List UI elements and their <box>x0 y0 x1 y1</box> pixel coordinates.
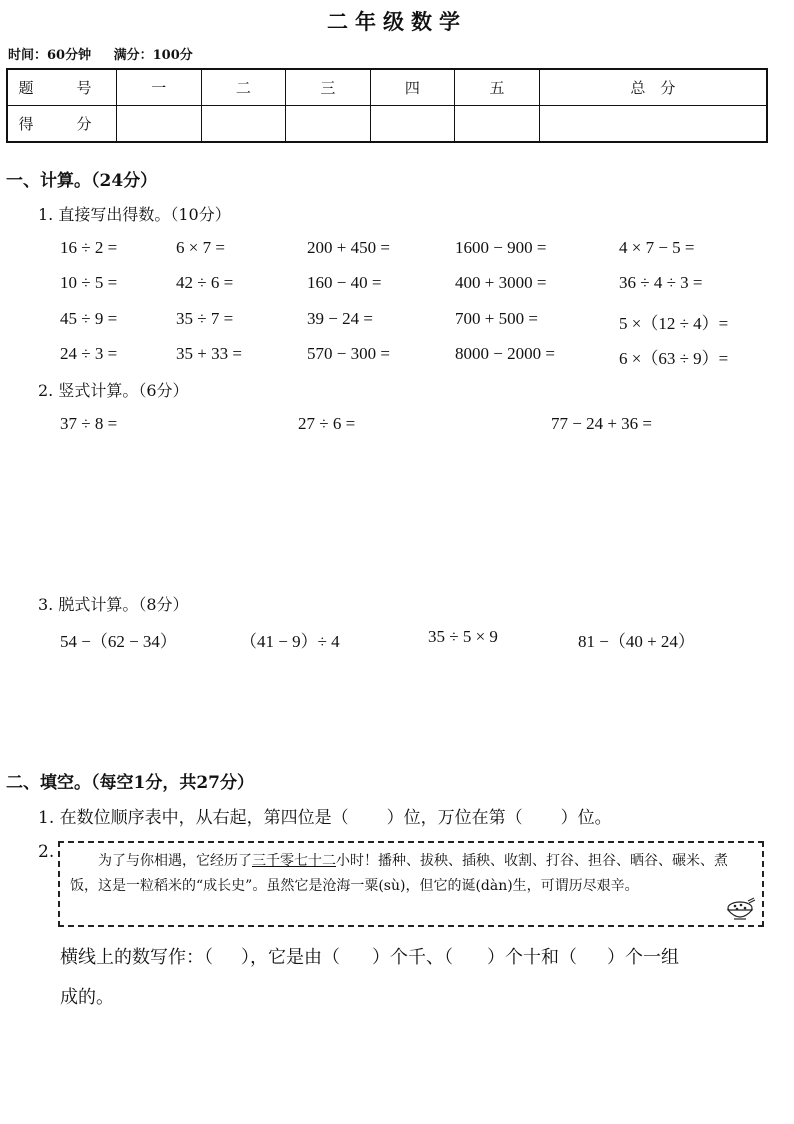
question-2-2-number: 2. <box>38 842 55 862</box>
fill-text-c: ）个千、（ <box>372 947 453 968</box>
score-cell: 四 <box>370 69 455 106</box>
fill-text-e: ）个一组 <box>607 947 679 968</box>
score-input-cell[interactable] <box>455 106 540 143</box>
oral-problem: 45 ÷ 9 = <box>60 309 118 328</box>
question-2-1-text-a: 1. 在数位顺序表中，从右起，第四位是（ <box>38 808 349 828</box>
oral-problem: 570 − 300 = <box>307 344 390 363</box>
question-2-1-text-b: ）位，万位在第（ <box>386 808 523 828</box>
score-table <box>6 68 768 143</box>
vertical-calc-problem: 37 ÷ 8 = <box>60 414 118 433</box>
score-cell: 三 <box>286 69 371 106</box>
oral-problem: 36 ÷ 4 ÷ 3 = <box>619 273 703 292</box>
exam-full-score: 满分：100分 <box>113 48 193 63</box>
oral-problem: 200 + 450 = <box>307 238 390 257</box>
oral-problem: 16 ÷ 2 = <box>60 238 118 257</box>
question-2-1 <box>38 803 612 828</box>
question-2-2-fill-line <box>60 943 679 969</box>
oral-problem: 8000 − 2000 = <box>455 344 555 363</box>
score-cell: 五 <box>455 69 540 106</box>
oral-problem: 35 + 33 = <box>176 344 242 363</box>
oral-problem: 10 ÷ 5 = <box>60 273 118 292</box>
score-cell: 二 <box>201 69 286 106</box>
fill-text-f: 成的。 <box>60 987 114 1008</box>
fill-text-d: ）个十和（ <box>487 947 577 968</box>
question-1-3-title: 3. 脱式计算。（8分） <box>38 595 189 614</box>
page-title: 二年级数学 <box>327 9 467 34</box>
fill-text-a: 横线上的数写作：（ <box>60 947 213 968</box>
story-text-a: 为了与你相遇，它经历了 <box>98 853 252 869</box>
rice-story-box <box>58 841 764 927</box>
oral-problem: 24 ÷ 3 = <box>60 344 118 363</box>
oral-problem: 700 + 500 = <box>455 309 538 328</box>
oral-problem: 4 × 7 − 5 = <box>619 238 695 257</box>
score-input-cell[interactable] <box>370 106 455 143</box>
score-input-cell[interactable] <box>201 106 286 143</box>
score-table-header-row <box>7 69 767 106</box>
oral-problem: 6 ×（63 ÷ 9）= <box>619 349 729 368</box>
oral-problem: 6 × 7 = <box>176 238 225 257</box>
oral-problem: 400 + 3000 = <box>455 273 547 292</box>
vertical-calc-problem: 27 ÷ 6 = <box>298 414 356 433</box>
oral-problem: 42 ÷ 6 = <box>176 273 234 292</box>
exam-time: 时间：60分钟 <box>8 48 92 63</box>
rice-bowl-icon <box>724 897 756 921</box>
question-1-1-title: 1. 直接写出得数。（10分） <box>38 205 231 224</box>
score-cell: 一 <box>117 69 202 106</box>
question-2-1-text-c: ）位。 <box>560 808 612 828</box>
fill-text-b: ），它是由（ <box>241 947 340 968</box>
stepwise-calc-problem: 35 ÷ 5 × 9 <box>428 627 498 646</box>
oral-problem: 39 − 24 = <box>307 309 373 328</box>
score-table-score-row <box>7 106 767 143</box>
story-text-b: 小时！播种、拔秧、插秧、收割、打谷、担谷、晒谷、碾米、煮饭，这是一粒稻米的“成长史”。虽然它是沧海一粟(sù)，但它的诞(dàn)生，可谓历尽艰辛。 <box>70 853 728 894</box>
score-input-cell[interactable] <box>117 106 202 143</box>
score-cell: 总 分 <box>539 69 767 106</box>
stepwise-calc-problem: （41 − 9）÷ 4 <box>240 632 340 651</box>
score-input-cell[interactable] <box>286 106 371 143</box>
oral-problem: 1600 − 900 = <box>455 238 547 257</box>
oral-problem: 5 ×（12 ÷ 4）= <box>619 314 729 333</box>
oral-problem: 35 ÷ 7 = <box>176 309 234 328</box>
score-cell: 题 号 <box>7 69 117 106</box>
exam-meta <box>8 44 211 63</box>
score-input-cell[interactable] <box>539 106 767 143</box>
score-cell: 得 分 <box>7 106 117 143</box>
section-1-title: 一、计算。（24分） <box>6 171 158 191</box>
story-underlined-number: 三千零七十二 <box>252 853 336 869</box>
question-1-2-title: 2. 竖式计算。（6分） <box>38 381 189 400</box>
vertical-calc-problem: 77 − 24 + 36 = <box>551 414 653 433</box>
section-2-title: 二、填空。（每空1分，共27分） <box>6 773 254 793</box>
stepwise-calc-problem: 81 −（40 + 24） <box>578 632 695 651</box>
oral-problem: 160 − 40 = <box>307 273 382 292</box>
stepwise-calc-problem: 54 −（62 − 34） <box>60 632 177 651</box>
